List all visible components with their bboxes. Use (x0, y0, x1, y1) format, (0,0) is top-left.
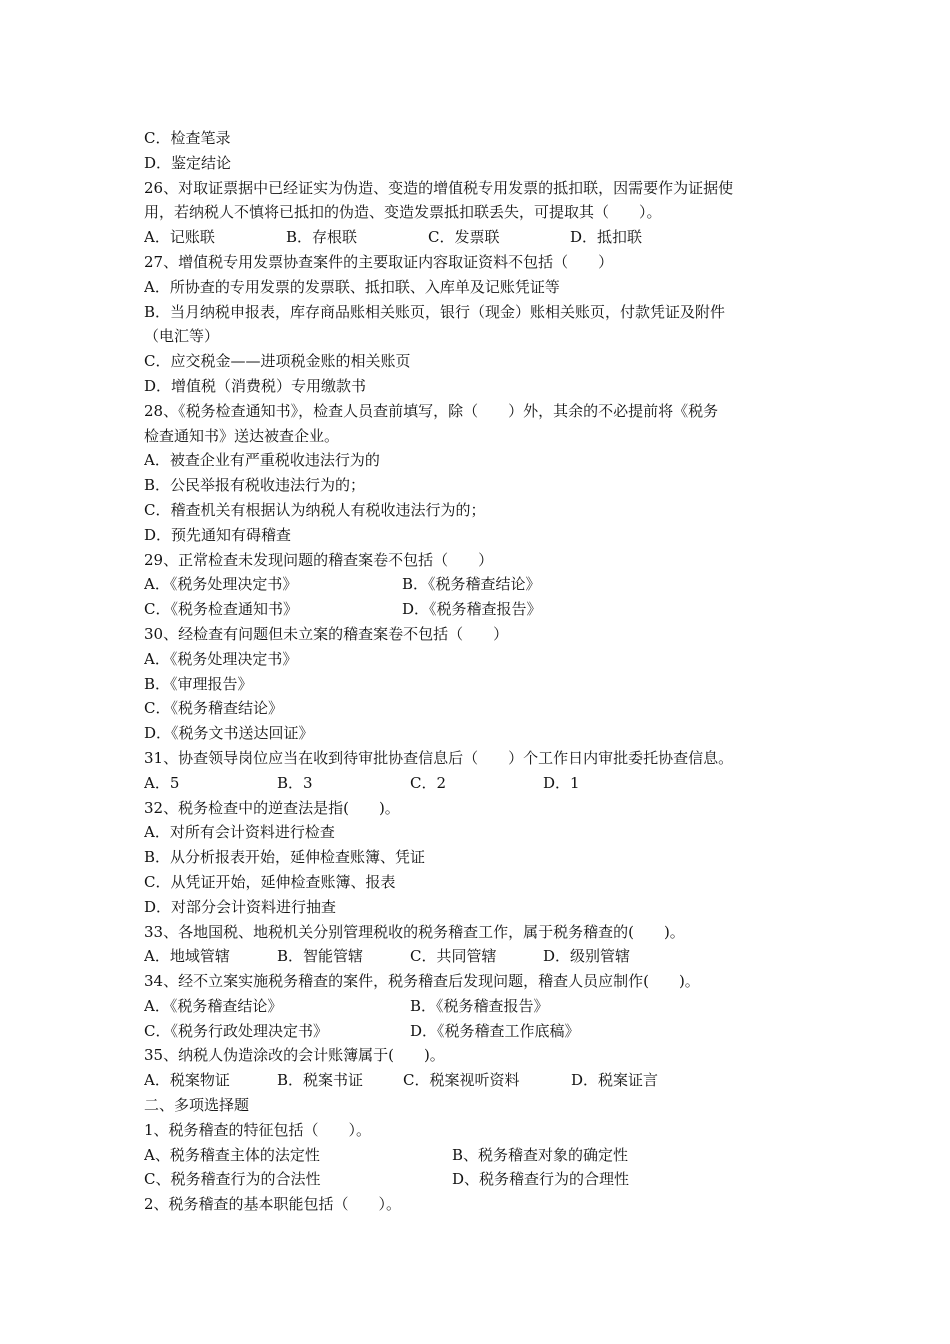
text-line: A．对所有会计资料进行检查 (144, 823, 335, 842)
option-item: D、税务稽查行为的合理性 (452, 1170, 630, 1189)
text-line: C．应交税金——进项税金账的相关账页 (144, 352, 411, 371)
option-item: C．《税务检查通知书》 (144, 600, 298, 619)
text-line: C．从凭证开始，延伸检查账簿、报表 (144, 872, 396, 891)
text-line: 26、对取证票据中已经证实为伪造、变造的增值税专用发票的抵扣联，因需要作为证据使 (144, 178, 734, 197)
text-line: B．当月纳税申报表，库存商品账相关账页，银行（现金）账相关账页，付款凭证及附件 (144, 302, 726, 321)
option-item: B．存根联 (286, 228, 358, 247)
text-line: 35、纳税人伪造涂改的会计账簿属于( )。 (144, 1046, 445, 1065)
option-item: B．《税务稽查结论》 (402, 575, 541, 594)
text-line: 2、税务稽查的基本职能包括（ ）。 (144, 1195, 402, 1214)
option-item: C．《税务行政处理决定书》 (144, 1021, 328, 1040)
option-item: C．税案视听资料 (403, 1071, 520, 1090)
text-line: A．所协查的专用发票的发票联、抵扣联、入库单及记账凭证等 (144, 277, 560, 296)
option-item: C．2 (410, 773, 447, 792)
option-item: C．共同管辖 (410, 947, 497, 966)
text-line: 检查通知书》送达被查企业。 (144, 426, 340, 445)
text-line: 30、经检查有问题但未立案的稽查案卷不包括（ ） (144, 624, 509, 643)
option-item: D．抵扣联 (570, 228, 643, 247)
text-line: B．从分析报表开始，延伸检查账簿、凭证 (144, 848, 426, 867)
option-item: A．记账联 (144, 228, 215, 247)
text-line: C．稽查机关有根据认为纳税人有税收违法行为的； (144, 500, 486, 519)
option-item: B．智能管辖 (277, 947, 364, 966)
text-line: 28、《税务检查通知书》，检查人员查前填写，除（ ）外，其余的不必提前将《税务 (144, 401, 719, 420)
text-line: 34、经不立案实施税务稽查的案件，税务稽查后发现问题，稽查人员应制作( )。 (144, 972, 700, 991)
option-item: A、税务稽查主体的法定性 (144, 1145, 320, 1164)
option-item: A．地域管辖 (144, 947, 230, 966)
option-item: A．税案物证 (144, 1071, 230, 1090)
text-line: D．对部分会计资料进行抽查 (144, 897, 337, 916)
option-item: D．1 (543, 773, 580, 792)
option-row (144, 1143, 814, 1168)
option-item: D．《税务稽查报告》 (402, 600, 542, 619)
text-line: 27、增值税专用发票协查案件的主要取证内容取证资料不包括（ ） (144, 252, 614, 271)
text-line: 1、税务稽查的特征包括（ ）。 (144, 1120, 372, 1139)
text-line: D．鉴定结论 (144, 153, 232, 172)
text-line: C．检查笔录 (144, 129, 231, 147)
option-row (144, 597, 814, 622)
text-line: 33、各地国税、地税机关分别管理税收的税务稽查工作，属于税务稽查的( )。 (144, 922, 685, 941)
option-row (144, 1167, 814, 1192)
option-row (144, 1019, 814, 1044)
option-item: D．《税务稽查工作底稿》 (410, 1021, 580, 1040)
option-item: B、税务稽查对象的确定性 (452, 1145, 629, 1164)
text-line: A．被查企业有严重税收违法行为的 (144, 451, 380, 470)
option-row (144, 1068, 814, 1093)
option-row (144, 944, 814, 969)
option-item: A．《税务处理决定书》 (144, 575, 298, 594)
text-line: 二、多项选择题 (144, 1096, 250, 1115)
text-line: D．《税务文书送达回证》 (144, 724, 314, 743)
option-item: D．级别管辖 (543, 947, 631, 966)
option-item: B．3 (277, 773, 313, 792)
option-item: C．发票联 (428, 228, 500, 247)
option-item: A．《税务稽查结论》 (144, 996, 283, 1015)
text-line: D．预先通知有碍稽查 (144, 525, 292, 544)
option-row (144, 771, 814, 796)
text-line: 29、正常检查未发现问题的稽查案卷不包括（ ） (144, 550, 494, 569)
text-line: 31、协查领导岗位应当在收到待审批协查信息后（ ）个工作日内审批委托协查信息。 (144, 748, 734, 767)
text-line: 用，若纳税人不慎将已抵扣的伪造、变造发票抵扣联丢失，可提取其（ ）。 (144, 203, 662, 222)
option-row (144, 572, 814, 597)
option-item: D．税案证言 (571, 1071, 659, 1090)
option-row (144, 994, 814, 1019)
text-line: D．增值税（消费税）专用缴款书 (144, 376, 367, 395)
text-line: C．《税务稽查结论》 (144, 699, 283, 718)
exam-questions (144, 126, 814, 1217)
option-row (144, 225, 814, 250)
text-line: 32、税务检查中的逆查法是指( )。 (144, 798, 400, 817)
option-item: B．《税务稽查报告》 (410, 996, 549, 1015)
option-item: A．5 (144, 773, 180, 792)
text-line: B．《审理报告》 (144, 674, 253, 693)
option-item: B．税案书证 (277, 1071, 364, 1090)
text-line: A．《税务处理决定书》 (144, 649, 298, 668)
text-line: （电汇等） (144, 327, 220, 346)
option-item: C、税务稽查行为的合法性 (144, 1170, 321, 1189)
text-line: B．公民举报有税收违法行为的； (144, 476, 366, 495)
